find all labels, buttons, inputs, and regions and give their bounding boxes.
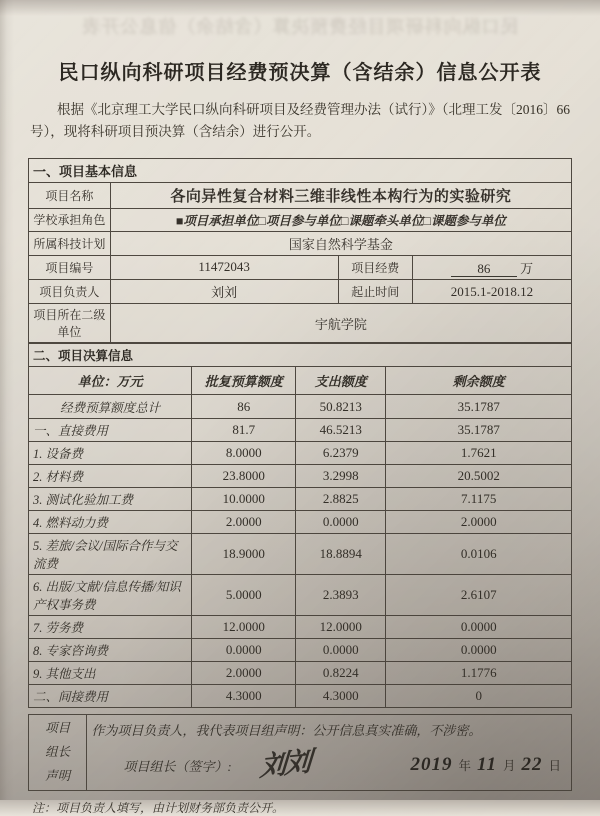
budget-row-consulting bbox=[29, 639, 572, 662]
date-year-unit: 年 bbox=[458, 759, 472, 774]
school-role-label: 学校承担角色 bbox=[29, 208, 111, 231]
budget-cell-approved: 4.3000 bbox=[192, 685, 296, 708]
declaration-row bbox=[29, 715, 572, 791]
budget-cell-spent: 46.5213 bbox=[296, 419, 386, 442]
budget-cell-approved: 5.0000 bbox=[192, 575, 296, 616]
page-showthrough-text: 民口纵向科研项目经费预决算（含结余）信息公开表 bbox=[81, 17, 519, 37]
footnote: 注：项目负责人填写，由计划财务部负责公开。 bbox=[32, 801, 285, 816]
department-value: 宇航学院 bbox=[110, 304, 571, 343]
budget-cell-approved: 0.0000 bbox=[192, 639, 296, 662]
science-plan-label: 所属科技计划 bbox=[29, 231, 111, 255]
budget-row-travel bbox=[29, 534, 572, 575]
intro-paragraph: 根据《北京理工大学民口纵向科研项目及经费管理办法（试行）》（北理工发〔2016〕66 号），现将科研项目预决算（含结余）进行公开。 bbox=[30, 102, 570, 139]
science-plan-value: 国家自然科学基金 bbox=[110, 231, 571, 255]
budget-cell-approved: 10.0000 bbox=[192, 488, 296, 511]
budget-row-label: 5. 差旅/会议/国际合作与交流费 bbox=[29, 534, 192, 575]
project-code-value: 11472043 bbox=[110, 255, 338, 279]
budget-cell-approved: 2.0000 bbox=[192, 662, 296, 685]
budget-row-other bbox=[29, 662, 572, 685]
budget-cell-spent: 6.2379 bbox=[296, 442, 386, 465]
project-period-label: 起止时间 bbox=[338, 280, 412, 304]
budget-row-label: 6. 出版/文献/信息传播/知识产权事务费 bbox=[29, 575, 192, 616]
budget-cell-spent: 2.8825 bbox=[296, 488, 386, 511]
budget-row-indirect bbox=[29, 685, 572, 708]
signature-label: 项目组长（签字）: bbox=[123, 758, 232, 774]
budget-cell-spent: 50.8213 bbox=[296, 395, 386, 419]
department-label-line1: 项目所在二级 bbox=[33, 308, 106, 323]
project-fund-label: 项目经费 bbox=[338, 255, 412, 279]
budget-cell-spent: 0.0000 bbox=[296, 639, 386, 662]
budget-header-unit: 单位：万元 bbox=[29, 367, 192, 395]
budget-cell-remaining: 1.7621 bbox=[386, 442, 572, 465]
budget-cell-remaining: 1.1776 bbox=[386, 662, 572, 685]
budget-row-total bbox=[29, 395, 572, 419]
budget-row-label: 二、间接费用 bbox=[29, 685, 192, 708]
budget-cell-remaining: 20.5002 bbox=[386, 465, 572, 488]
budget-cell-spent: 12.0000 bbox=[296, 616, 386, 639]
section1-heading-row bbox=[29, 158, 572, 182]
budget-cell-approved: 86 bbox=[192, 395, 296, 419]
budget-row-label: 9. 其他支出 bbox=[29, 662, 192, 685]
declaration-label-line3: 声明 bbox=[45, 768, 71, 783]
budget-row-fuel bbox=[29, 511, 572, 534]
budget-cell-approved: 12.0000 bbox=[192, 616, 296, 639]
budget-row-publication bbox=[29, 575, 572, 616]
budget-cell-remaining: 35.1787 bbox=[386, 419, 572, 442]
project-name-row bbox=[29, 182, 572, 208]
budget-cell-remaining: 35.1787 bbox=[386, 395, 572, 419]
budget-row-label: 2. 材料费 bbox=[29, 465, 192, 488]
budget-cell-remaining: 2.0000 bbox=[386, 511, 572, 534]
budget-cell-approved: 18.9000 bbox=[192, 534, 296, 575]
budget-row-label: 8. 专家咨询费 bbox=[29, 639, 192, 662]
budget-row-materials bbox=[29, 465, 572, 488]
budget-cell-spent: 0.0000 bbox=[296, 511, 386, 534]
project-fund-unit: 万 bbox=[520, 260, 534, 276]
budget-row-direct bbox=[29, 419, 572, 442]
budget-cell-approved: 8.0000 bbox=[192, 442, 296, 465]
budget-row-label: 3. 测试化验加工费 bbox=[29, 488, 192, 511]
section1-heading: 一、项目基本信息 bbox=[29, 158, 572, 182]
project-name-label: 项目名称 bbox=[29, 182, 111, 208]
page-title: 民口纵向科研项目经费预决算（含结余）信息公开表 bbox=[58, 62, 542, 84]
project-code-label: 项目编号 bbox=[29, 255, 111, 279]
budget-cell-remaining: 2.6107 bbox=[386, 575, 572, 616]
declaration-label-line1: 项目 bbox=[45, 721, 71, 736]
budget-row-label: 经费预算额度总计 bbox=[29, 395, 192, 419]
project-leader-label: 项目负责人 bbox=[29, 280, 111, 304]
leader-signature: 刘刘 bbox=[258, 745, 311, 782]
project-period-value: 2015.1-2018.12 bbox=[412, 280, 571, 304]
budget-header-remaining: 剩余额度 bbox=[386, 367, 572, 395]
declaration-label bbox=[29, 715, 87, 791]
section2-heading: 二、项目决算信息 bbox=[29, 344, 572, 367]
project-leader-row bbox=[29, 280, 572, 304]
science-plan-row bbox=[29, 231, 572, 255]
budget-cell-remaining: 0 bbox=[386, 685, 572, 708]
budget-row-label: 一、直接费用 bbox=[29, 419, 192, 442]
budget-cell-remaining: 7.1175 bbox=[386, 488, 572, 511]
budget-row-label: 4. 燃料动力费 bbox=[29, 511, 192, 534]
budget-cell-remaining: 0.0000 bbox=[386, 639, 572, 662]
date-day-unit: 日 bbox=[548, 759, 561, 774]
budget-cell-approved: 2.0000 bbox=[192, 511, 296, 534]
project-fund-value: 86 bbox=[451, 262, 517, 277]
project-fund-cell bbox=[412, 255, 571, 279]
budget-cell-spent: 2.3893 bbox=[296, 575, 386, 616]
date-month-unit: 月 bbox=[502, 759, 516, 774]
budget-cell-approved: 81.7 bbox=[192, 419, 296, 442]
project-leader-value: 刘刘 bbox=[110, 280, 338, 304]
budget-cell-spent: 0.8224 bbox=[296, 662, 386, 685]
budget-table bbox=[28, 343, 572, 708]
declaration-statement: 作为项目负责人，我代表项目组声明：公开信息真实准确，不涉密。 bbox=[91, 723, 482, 739]
budget-row-testing bbox=[29, 488, 572, 511]
budget-header-spent: 支出额度 bbox=[296, 367, 386, 395]
budget-cell-spent: 18.8894 bbox=[296, 534, 386, 575]
budget-cell-remaining: 0.0106 bbox=[386, 534, 572, 575]
project-code-row bbox=[29, 255, 572, 279]
date-year: 2019 bbox=[410, 754, 453, 776]
department-row bbox=[29, 304, 572, 343]
budget-cell-spent: 3.2998 bbox=[296, 465, 386, 488]
budget-row-labor bbox=[29, 616, 572, 639]
budget-header-row bbox=[29, 367, 572, 395]
school-role-row bbox=[29, 208, 572, 231]
date-day: 22 bbox=[521, 754, 543, 776]
department-label-line2: 单位 bbox=[57, 325, 82, 340]
budget-cell-remaining: 0.0000 bbox=[386, 616, 572, 639]
signature-row bbox=[91, 743, 567, 787]
budget-header-approved: 批复预算额度 bbox=[192, 367, 296, 395]
department-label bbox=[29, 304, 111, 343]
section2-heading-row bbox=[29, 344, 572, 367]
basic-info-table bbox=[28, 158, 572, 343]
declaration-label-line2: 组长 bbox=[45, 744, 71, 759]
budget-row-label: 1. 设备费 bbox=[29, 442, 192, 465]
date-month: 11 bbox=[477, 754, 497, 776]
declaration-body bbox=[87, 715, 572, 791]
budget-cell-spent: 4.3000 bbox=[296, 685, 386, 708]
budget-row-equipment bbox=[29, 442, 572, 465]
project-name-value: 各向异性复合材料三维非线性本构行为的实验研究 bbox=[110, 182, 571, 208]
signature-date bbox=[411, 754, 562, 776]
school-role-value: ■项目承担单位□项目参与单位□课题牵头单位□课题参与单位 bbox=[110, 208, 571, 231]
declaration-block bbox=[28, 714, 572, 791]
budget-cell-approved: 23.8000 bbox=[192, 465, 296, 488]
budget-row-label: 7. 劳务费 bbox=[29, 616, 192, 639]
